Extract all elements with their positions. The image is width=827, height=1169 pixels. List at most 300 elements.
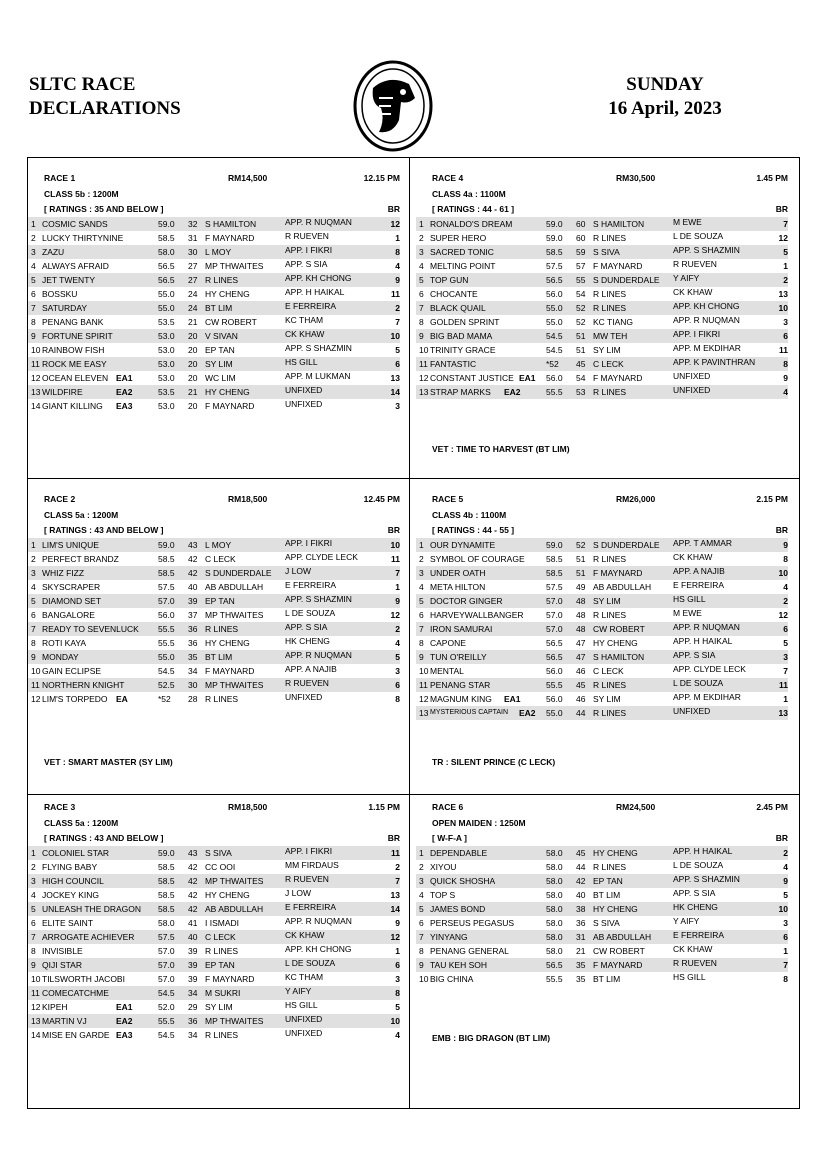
horse-name: READY TO SEVENLUCK: [42, 624, 139, 634]
jockey: R LINES: [593, 610, 627, 620]
entry-row: [28, 650, 400, 664]
rating: 54: [576, 289, 586, 299]
horse-name: TUN O'REILLY: [430, 652, 487, 662]
weight: 53.0: [158, 401, 175, 411]
jockey: AB ABDULLAH: [593, 582, 652, 592]
entry-row: [28, 580, 400, 594]
trainer: APP. S SHAZMIN: [285, 343, 352, 353]
horse-name: SKYSCRAPER: [42, 582, 101, 592]
weight: 55.5: [158, 1016, 175, 1026]
barrier: 3: [783, 317, 788, 327]
barrier: 6: [395, 960, 400, 970]
rating: 60: [576, 219, 586, 229]
barrier: 1: [395, 582, 400, 592]
weight: 57.0: [158, 974, 175, 984]
rating: 52: [576, 540, 586, 550]
entry-row: [28, 608, 400, 622]
horse-name: MYSTERIOUS CAPTAIN: [430, 709, 509, 716]
barrier: 11: [779, 680, 788, 690]
jockey: S SIVA: [205, 848, 232, 858]
entry-row: [28, 860, 400, 874]
weight: 56.5: [546, 638, 563, 648]
barrier: 6: [395, 359, 400, 369]
trainer: L DE SOUZA: [285, 958, 336, 968]
barrier: 3: [395, 666, 400, 676]
weight: 56.0: [158, 610, 175, 620]
weight: 59.0: [546, 233, 563, 243]
barrier: 9: [783, 373, 788, 383]
column-divider: [409, 158, 410, 1108]
weight: 57.0: [546, 610, 563, 620]
barrier-header: BR: [775, 833, 788, 843]
barrier: 1: [395, 946, 400, 956]
race-panel: [416, 802, 788, 1102]
horse-name: COLONIEL STAR: [42, 848, 110, 858]
trainer: Y AIFY: [673, 916, 700, 926]
horse-name: BIG BAD MAMA: [430, 331, 493, 341]
horse-name: DOCTOR GINGER: [430, 596, 503, 606]
entry-number: 4: [419, 890, 424, 900]
weight: 54.5: [546, 331, 563, 341]
barrier: 1: [783, 261, 788, 271]
jockey: SY LIM: [593, 345, 621, 355]
rating: 36: [188, 638, 198, 648]
entry-row: [416, 944, 788, 958]
barrier: 3: [395, 401, 400, 411]
entry-row: [28, 259, 400, 273]
jockey: F MAYNARD: [593, 261, 643, 271]
entry-number: 12: [419, 694, 429, 704]
race-title: RACE 2: [44, 494, 76, 504]
jockey: EP TAN: [205, 345, 235, 355]
rating: 43: [188, 540, 198, 550]
jockey: SY LIM: [593, 694, 621, 704]
weight: 54.5: [158, 1030, 175, 1040]
horse-name: ALWAYS AFRAID: [42, 261, 109, 271]
race-time: 2.15 PM: [756, 494, 788, 504]
barrier: 6: [783, 932, 788, 942]
weight: 57.0: [546, 624, 563, 634]
horse-name: CHOCANTE: [430, 289, 478, 299]
barrier: 1: [783, 694, 788, 704]
barrier: 12: [390, 219, 400, 229]
weight: 56.0: [546, 373, 563, 383]
trainer: APP. T AMMAR: [673, 538, 733, 548]
race-note: EMB : BIG DRAGON (BT LIM): [432, 1033, 551, 1043]
entry-number: 13: [419, 387, 429, 397]
trainer: APP. S SIA: [285, 622, 328, 632]
horse-name: FLYING BABY: [42, 862, 98, 872]
trainer: UNFIXED: [673, 706, 711, 716]
entry-row: [28, 231, 400, 245]
day-label: SUNDAY: [626, 74, 704, 95]
barrier: 9: [783, 540, 788, 550]
weight: 59.0: [546, 540, 563, 550]
entry-row: [416, 678, 788, 692]
entry-row: [28, 636, 400, 650]
horse-name: ROCK ME EASY: [42, 359, 107, 369]
rating: 55: [576, 275, 586, 285]
jockey: F MAYNARD: [593, 373, 643, 383]
entry-number: 3: [419, 247, 424, 257]
horse-name: DIAMOND SET: [42, 596, 102, 606]
weight: 53.0: [158, 359, 175, 369]
rating: 42: [188, 876, 198, 886]
barrier: 6: [783, 624, 788, 634]
weight: 58.5: [158, 904, 175, 914]
jockey: S DUNDERDALE: [593, 275, 660, 285]
barrier: 4: [783, 582, 788, 592]
barrier: 9: [395, 918, 400, 928]
race-time: 1.15 PM: [368, 802, 400, 812]
weight: 59.0: [546, 219, 563, 229]
emergency-acceptor: EA2: [519, 708, 536, 718]
entry-row: [28, 343, 400, 357]
entry-number: 1: [419, 219, 424, 229]
barrier: 5: [783, 247, 788, 257]
barrier: 11: [391, 848, 400, 858]
emergency-acceptor: EA3: [116, 401, 133, 411]
barrier: 13: [390, 373, 400, 383]
horse-name: WHIZ FIZZ: [42, 568, 85, 578]
entry-row: [416, 608, 788, 622]
barrier-header: BR: [387, 525, 400, 535]
race-time: 1.45 PM: [756, 173, 788, 183]
rating: 45: [576, 848, 586, 858]
jockey: C LECK: [593, 359, 624, 369]
entry-number: 1: [419, 848, 424, 858]
entry-row: [416, 874, 788, 888]
entry-row: [28, 566, 400, 580]
horse-name: HARVEYWALLBANGER: [430, 610, 524, 620]
entry-row: [416, 580, 788, 594]
trainer: R RUEVEN: [673, 259, 717, 269]
entry-row: [416, 594, 788, 608]
entry-number: 4: [419, 261, 424, 271]
weight: 57.0: [546, 596, 563, 606]
weight: 53.5: [158, 317, 175, 327]
weight: 58.0: [546, 932, 563, 942]
entries-list: [416, 846, 788, 986]
horse-name: SUPER HERO: [430, 233, 487, 243]
entry-number: 9: [31, 960, 36, 970]
trainer: APP. KH CHONG: [285, 273, 352, 283]
weight: 57.0: [158, 960, 175, 970]
weight: 56.0: [546, 666, 563, 676]
trainer: APP. S SIA: [673, 650, 716, 660]
trainer: M EWE: [673, 217, 702, 227]
horse-name: TRINITY GRACE: [430, 345, 496, 355]
barrier: 13: [778, 708, 788, 718]
entry-number: 7: [31, 932, 36, 942]
jockey: MP THWAITES: [205, 261, 264, 271]
rating: 42: [576, 876, 586, 886]
weight: 55.5: [158, 624, 175, 634]
entry-row: [416, 273, 788, 287]
barrier: 1: [783, 946, 788, 956]
rating: 34: [188, 666, 198, 676]
entry-row: [28, 217, 400, 231]
weight: 58.5: [546, 554, 563, 564]
entry-number: 3: [419, 568, 424, 578]
trainer: HS GILL: [285, 1000, 318, 1010]
trainer: R RUEVEN: [285, 678, 329, 688]
entry-row: [28, 944, 400, 958]
jockey: KC TIANG: [593, 317, 633, 327]
entry-number: 10: [419, 666, 429, 676]
horse-name: BANGALORE: [42, 610, 95, 620]
entry-number: 10: [31, 666, 41, 676]
race-prize: RM24,500: [616, 802, 656, 812]
rating: 46: [576, 694, 586, 704]
jockey: S HAMILTON: [593, 652, 645, 662]
jockey: MW TEH: [593, 331, 628, 341]
horse-name: LIM'S TORPEDO: [42, 694, 108, 704]
barrier: 14: [390, 387, 400, 397]
rating: 35: [576, 960, 586, 970]
jockey: S SIVA: [593, 918, 620, 928]
race-ratings: [ RATINGS : 44 - 55 ]: [432, 525, 515, 535]
rating: 47: [576, 652, 586, 662]
barrier: 12: [390, 610, 400, 620]
rating: 57: [576, 261, 586, 271]
barrier: 13: [390, 890, 400, 900]
weight: 57.5: [158, 932, 175, 942]
entry-row: [416, 315, 788, 329]
jockey: CW ROBERT: [593, 946, 645, 956]
rating: 43: [188, 848, 198, 858]
race-panel: [28, 802, 400, 1102]
race-time: 2.45 PM: [756, 802, 788, 812]
weight: 56.0: [546, 289, 563, 299]
jockey: R LINES: [593, 554, 627, 564]
horse-name: BIG CHINA: [430, 974, 474, 984]
weight: 58.0: [546, 848, 563, 858]
race-time: 12.15 PM: [363, 173, 400, 183]
entry-number: 8: [419, 946, 424, 956]
weight: 56.5: [546, 652, 563, 662]
barrier: 2: [395, 303, 400, 313]
entry-row: [28, 986, 400, 1000]
entry-number: 1: [419, 540, 424, 550]
jockey: R LINES: [593, 862, 627, 872]
jockey: WC LIM: [205, 373, 236, 383]
rating: 48: [576, 596, 586, 606]
rating: 36: [576, 918, 586, 928]
weight: 56.0: [546, 694, 563, 704]
weight: 58.0: [546, 904, 563, 914]
barrier: 7: [783, 666, 788, 676]
race-note: VET : SMART MASTER (SY LIM): [44, 757, 173, 767]
entry-number: 5: [419, 904, 424, 914]
race-panel: [28, 494, 400, 794]
jockey: HY CHENG: [593, 638, 638, 648]
trainer: APP. CLYDE LECK: [285, 552, 358, 562]
race-prize: RM26,000: [616, 494, 656, 504]
trainer: APP. R NUQMAN: [285, 217, 352, 227]
race-title: RACE 6: [432, 802, 464, 812]
entry-row: [28, 958, 400, 972]
trainer: UNFIXED: [673, 371, 711, 381]
rating: 39: [188, 960, 198, 970]
barrier: 8: [783, 554, 788, 564]
horse-name: PENANG BANK: [42, 317, 104, 327]
weight: 55.0: [158, 303, 175, 313]
trainer: APP. I FIKRI: [673, 329, 721, 339]
race-ratings: [ RATINGS : 43 AND BELOW ]: [44, 525, 164, 535]
weight: 55.5: [158, 638, 175, 648]
trainer: APP. R NUQMAN: [285, 916, 352, 926]
barrier: 10: [390, 540, 400, 550]
trainer: Y AIFY: [285, 986, 312, 996]
horse-name: SATURDAY: [42, 303, 88, 313]
weight: 58.5: [546, 568, 563, 578]
horse-name: JET TWENTY: [42, 275, 96, 285]
entry-number: 10: [31, 974, 41, 984]
jockey: R LINES: [593, 387, 627, 397]
rating: 36: [188, 624, 198, 634]
trainer: L DE SOUZA: [285, 608, 336, 618]
weight: 59.0: [158, 848, 175, 858]
entry-row: [28, 287, 400, 301]
entry-row: [416, 259, 788, 273]
title-line-2: DECLARATIONS: [29, 98, 181, 119]
entry-number: 7: [419, 303, 424, 313]
horse-name: PENANG GENERAL: [430, 946, 509, 956]
rating: 51: [576, 568, 586, 578]
entry-row: [416, 329, 788, 343]
horse-name: OUR DYNAMITE: [430, 540, 496, 550]
trainer: KC THAM: [285, 315, 324, 325]
entry-number: 4: [31, 261, 36, 271]
barrier-header: BR: [387, 204, 400, 214]
rating: 48: [576, 624, 586, 634]
entry-number: 7: [31, 624, 36, 634]
entry-number: 13: [31, 1016, 41, 1026]
barrier: 9: [395, 596, 400, 606]
trainer: APP. R NUQMAN: [673, 315, 740, 325]
rating: 20: [188, 359, 198, 369]
weight: 57.0: [158, 596, 175, 606]
trainer: APP. S SHAZMIN: [673, 874, 740, 884]
jockey: C LECK: [205, 554, 236, 564]
horse-name: NORTHERN KNIGHT: [42, 680, 125, 690]
weight: 58.5: [546, 247, 563, 257]
barrier: 10: [778, 303, 788, 313]
jockey: F MAYNARD: [593, 568, 643, 578]
entry-number: 13: [31, 387, 41, 397]
weight: 54.5: [158, 988, 175, 998]
jockey: R LINES: [593, 233, 627, 243]
entry-row: [28, 664, 400, 678]
rating: 51: [576, 554, 586, 564]
weight: 54.5: [158, 666, 175, 676]
horse-name: INVISIBLE: [42, 946, 83, 956]
entry-number: 9: [419, 960, 424, 970]
race-date: [590, 73, 740, 121]
trainer: APP. K PAVINTHRAN: [673, 357, 756, 367]
entry-row: [28, 329, 400, 343]
horse-name: STRAP MARKS: [430, 387, 491, 397]
barrier: 12: [778, 610, 788, 620]
entry-number: 8: [419, 638, 424, 648]
entry-row: [416, 538, 788, 552]
barrier: 11: [779, 345, 788, 355]
horse-name: JOCKEY KING: [42, 890, 99, 900]
horse-name: QUICK SHOSHA: [430, 876, 496, 886]
entry-row: [416, 343, 788, 357]
trainer: APP. KH CHONG: [285, 944, 352, 954]
trainer: J LOW: [285, 888, 311, 898]
horse-name: CAPONE: [430, 638, 466, 648]
trainer: APP. CLYDE LECK: [673, 664, 746, 674]
race-ratings: [ RATINGS : 44 - 61 ]: [432, 204, 515, 214]
barrier: 7: [395, 317, 400, 327]
horse-name: WILDFIRE: [42, 387, 83, 397]
entry-row: [416, 636, 788, 650]
rating: 35: [576, 974, 586, 984]
barrier: 4: [395, 638, 400, 648]
jockey: HY CHENG: [205, 890, 250, 900]
entry-number: 3: [31, 247, 36, 257]
emergency-acceptor: EA2: [504, 387, 521, 397]
barrier: 4: [783, 387, 788, 397]
entry-row: [28, 916, 400, 930]
rating: 30: [188, 680, 198, 690]
jockey: F MAYNARD: [205, 401, 255, 411]
emergency-acceptor: EA3: [116, 1030, 133, 1040]
race-title: RACE 4: [432, 173, 464, 183]
trainer: CK KHAW: [673, 552, 713, 562]
weight: 56.5: [158, 261, 175, 271]
rating: 31: [576, 932, 586, 942]
weight: 58.5: [158, 568, 175, 578]
horse-name: KIPEH: [42, 1002, 68, 1012]
barrier: 4: [783, 862, 788, 872]
barrier: 5: [395, 652, 400, 662]
entry-number: 12: [419, 373, 429, 383]
trainer: APP. A NAJIB: [285, 664, 337, 674]
race-prize: RM30,500: [616, 173, 656, 183]
jockey: R LINES: [205, 946, 239, 956]
trainer: APP. H HAIKAL: [673, 636, 733, 646]
weight: 55.5: [546, 680, 563, 690]
weight: 52.5: [158, 680, 175, 690]
barrier: 10: [390, 1016, 400, 1026]
emergency-acceptor: EA1: [504, 694, 521, 704]
rating: 54: [576, 373, 586, 383]
entry-row: [416, 706, 788, 720]
barrier: 11: [391, 289, 400, 299]
jockey: S DUNDERDALE: [205, 568, 272, 578]
jockey: R LINES: [205, 275, 239, 285]
rating: 20: [188, 373, 198, 383]
weight: 53.0: [158, 331, 175, 341]
jockey: MP THWAITES: [205, 610, 264, 620]
entry-row: [28, 273, 400, 287]
weight: 59.0: [158, 540, 175, 550]
entry-number: 8: [31, 317, 36, 327]
entry-row: [28, 301, 400, 315]
barrier: 9: [395, 275, 400, 285]
horse-name: HIGH COUNCIL: [42, 876, 104, 886]
entry-row: [28, 357, 400, 371]
trainer: E FERREIRA: [285, 301, 337, 311]
rating: 21: [188, 387, 198, 397]
jockey: R LINES: [593, 303, 627, 313]
entry-row: [28, 902, 400, 916]
race-title: RACE 3: [44, 802, 76, 812]
